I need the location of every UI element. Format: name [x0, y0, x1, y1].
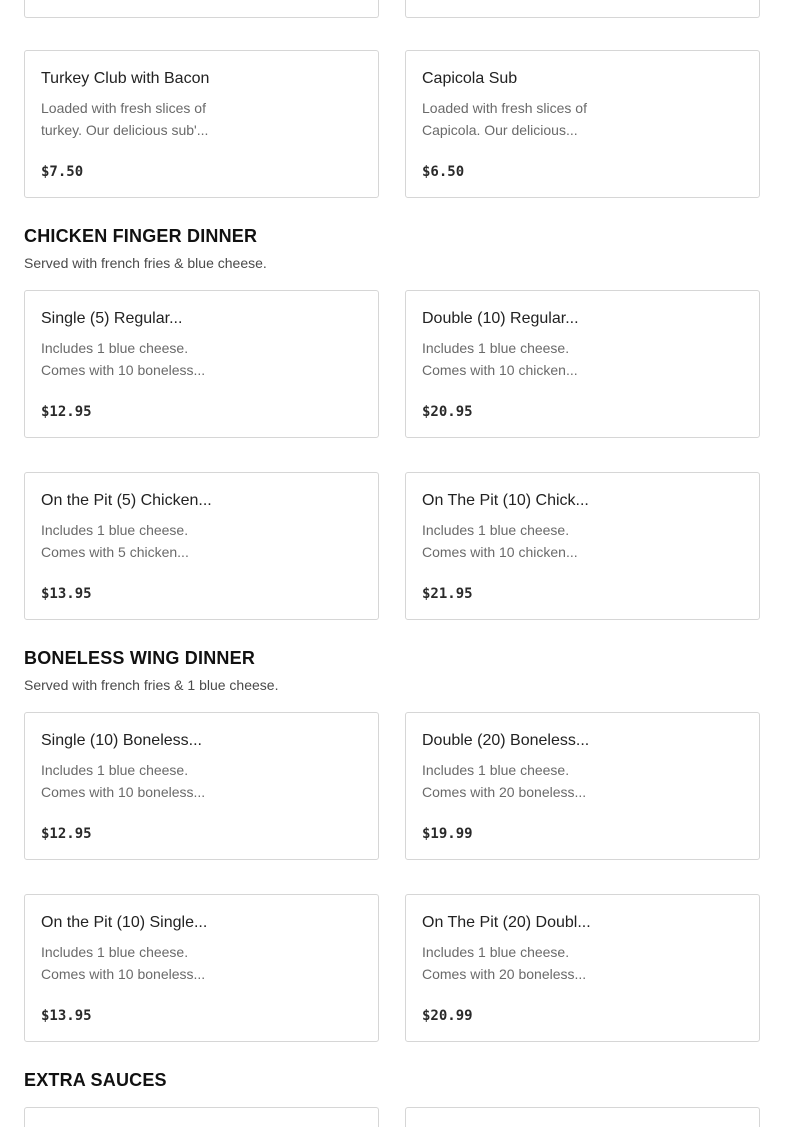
- menu-item-title: On The Pit (10) Chick...: [422, 492, 589, 509]
- menu-item-card-partial[interactable]: [24, 1107, 379, 1127]
- menu-item-price: $6.50: [422, 164, 465, 180]
- menu-item-title: On the Pit (10) Single...: [41, 914, 208, 931]
- menu-item-card[interactable]: [405, 472, 760, 620]
- menu-item-description: Includes 1 blue cheese. Comes with 10 boneless...: [41, 340, 206, 378]
- menu-item-title: Double (20) Boneless...: [422, 732, 590, 749]
- section-title-extra-sauces: EXTRA SAUCES: [24, 1070, 167, 1090]
- menu-item-description: Loaded with fresh slices of Capicola. Our delicious...: [422, 100, 587, 138]
- menu-item-description: Includes 1 blue cheese. Comes with 10 chicken...: [422, 522, 578, 560]
- menu-item-price: $20.95: [422, 404, 473, 420]
- menu-item-card[interactable]: [24, 894, 379, 1042]
- menu-item-card[interactable]: [405, 712, 760, 860]
- menu-item-description: Includes 1 blue cheese. Comes with 10 chicken...: [422, 340, 578, 378]
- menu-item-card-partial[interactable]: [24, 0, 379, 18]
- menu-item-price: $13.95: [41, 586, 92, 602]
- section-title-boneless-wing-dinner: BONELESS WING DINNER: [24, 648, 256, 668]
- menu-item-price: $13.95: [41, 1008, 92, 1024]
- menu-item-card[interactable]: [405, 894, 760, 1042]
- menu-item-description: Includes 1 blue cheese. Comes with 10 boneless...: [41, 944, 206, 982]
- menu-item-description: Includes 1 blue cheese. Comes with 5 chicken...: [41, 522, 189, 560]
- menu-item-price: $12.95: [41, 404, 92, 420]
- menu-item-card[interactable]: [405, 290, 760, 438]
- menu-item-price: $19.99: [422, 826, 473, 842]
- menu-item-title: On the Pit (5) Chicken...: [41, 492, 212, 509]
- menu-item-title: Double (10) Regular...: [422, 310, 579, 327]
- menu-item-card-partial[interactable]: [405, 1107, 760, 1127]
- menu-item-description: Loaded with fresh slices of turkey. Our delicious sub'...: [41, 100, 209, 138]
- menu-item-card[interactable]: [24, 712, 379, 860]
- menu-item-price: $12.95: [41, 826, 92, 842]
- menu-item-price: $20.99: [422, 1008, 473, 1024]
- menu-item-title: On The Pit (20) Doubl...: [422, 914, 591, 931]
- menu-item-price: $7.50: [41, 164, 84, 180]
- section-title-chicken-finger-dinner: CHICKEN FINGER DINNER: [24, 226, 258, 246]
- section-subtitle: Served with french fries & 1 blue cheese.: [24, 677, 279, 693]
- menu-item-card[interactable]: [24, 472, 379, 620]
- menu-item-title: Turkey Club with Bacon: [41, 70, 210, 87]
- menu-item-description: Includes 1 blue cheese. Comes with 20 boneless...: [422, 944, 587, 982]
- menu-item-card-partial[interactable]: [405, 0, 760, 18]
- menu-item-title: Single (10) Boneless...: [41, 732, 202, 749]
- menu-item-title: Capicola Sub: [422, 70, 518, 87]
- menu-item-description: Includes 1 blue cheese. Comes with 10 boneless...: [41, 762, 206, 800]
- menu-item-card[interactable]: [24, 290, 379, 438]
- menu-item-title: Single (5) Regular...: [41, 310, 183, 327]
- menu-item-card[interactable]: [405, 50, 760, 198]
- section-subtitle: Served with french fries & blue cheese.: [24, 255, 267, 271]
- menu-item-card[interactable]: [24, 50, 379, 198]
- menu-item-description: Includes 1 blue cheese. Comes with 20 boneless...: [422, 762, 587, 800]
- menu-item-price: $21.95: [422, 586, 473, 602]
